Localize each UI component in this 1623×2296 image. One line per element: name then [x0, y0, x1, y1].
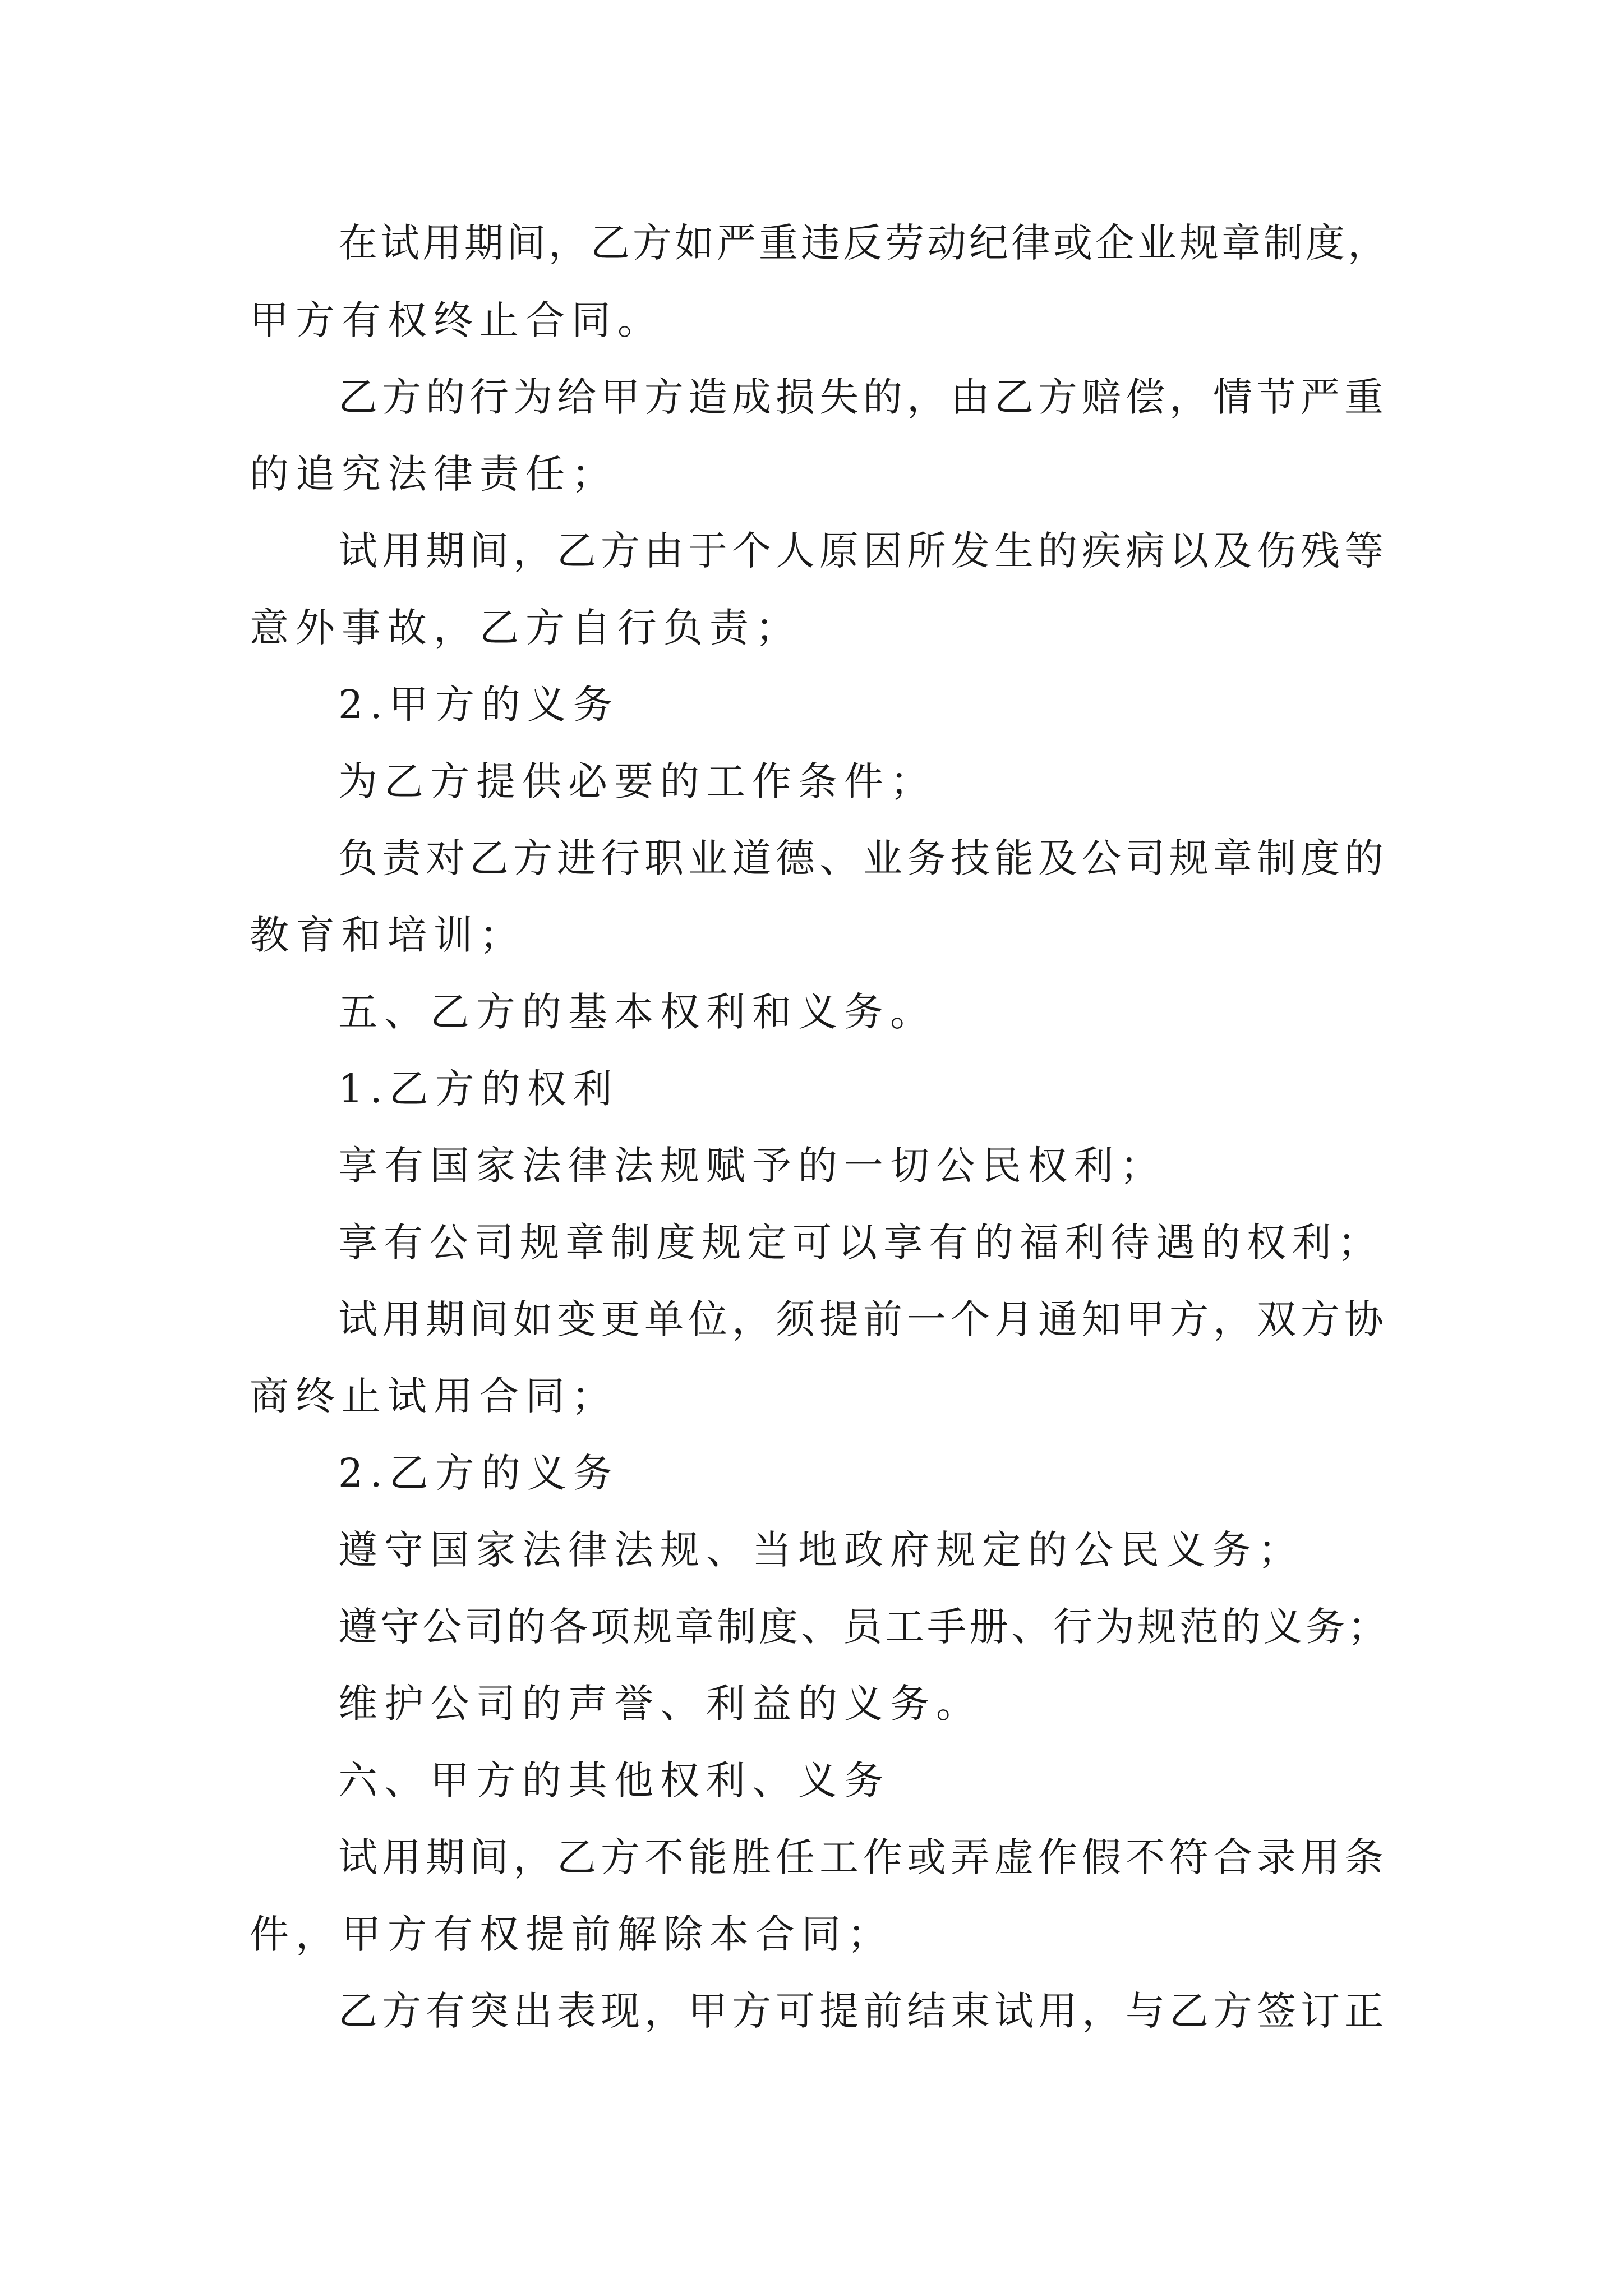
paragraph-line: 意外事故，乙方自行负责； — [250, 605, 801, 651]
paragraph-line: 乙方有突出表现，甲方可提前结束试用，与乙方签订正 — [338, 1988, 1388, 2034]
paragraph-line: 享有公司规章制度规定可以享有的福利待遇的权利； — [338, 1220, 1383, 1266]
paragraph-line: 试用期间，乙方不能胜任工作或弄虚作假不符合录用条 — [338, 1834, 1388, 1880]
paragraph-line: 乙方的行为给甲方造成损失的，由乙方赔偿，情节严重 — [338, 374, 1388, 420]
paragraph-line: 在试用期间，乙方如严重违反劳动纪律或企业规章制度， — [338, 220, 1390, 266]
paragraph-line: 2.乙方的义务 — [338, 1450, 619, 1496]
paragraph-line: 遵守国家法律法规、当地政府规定的公民义务； — [338, 1527, 1304, 1573]
paragraph-line: 1.乙方的权利 — [338, 1066, 619, 1112]
paragraph-line: 试用期间，乙方由于个人原因所发生的疾病以及伤残等 — [338, 528, 1388, 574]
paragraph-line: 五、乙方的基本权利和义务。 — [338, 989, 936, 1035]
paragraph-line: 为乙方提供必要的工作条件； — [338, 758, 936, 804]
paragraph-line: 甲方有权终止合同。 — [250, 297, 663, 343]
paragraph-line: 试用期间如变更单位，须提前一个月通知甲方，双方协 — [338, 1296, 1388, 1342]
paragraph-line: 六、甲方的其他权利、义务 — [338, 1757, 890, 1803]
paragraph-line: 负责对乙方进行职业道德、业务技能及公司规章制度的 — [338, 835, 1388, 881]
paragraph-line: 的追究法律责任； — [250, 451, 617, 497]
paragraph-line: 件，甲方有权提前解除本合同； — [250, 1911, 893, 1957]
paragraph-line: 教育和培训； — [250, 912, 525, 958]
paragraph-line: 2.甲方的义务 — [338, 682, 619, 728]
paragraph-line: 商终止试用合同； — [250, 1373, 617, 1419]
paragraph-line: 享有国家法律法规赋予的一切公民权利； — [338, 1143, 1166, 1189]
paragraph-line: 遵守公司的各项规章制度、员工手册、行为规范的义务； — [338, 1604, 1390, 1650]
paragraph-line: 维护公司的声誉、利益的义务。 — [338, 1681, 982, 1727]
